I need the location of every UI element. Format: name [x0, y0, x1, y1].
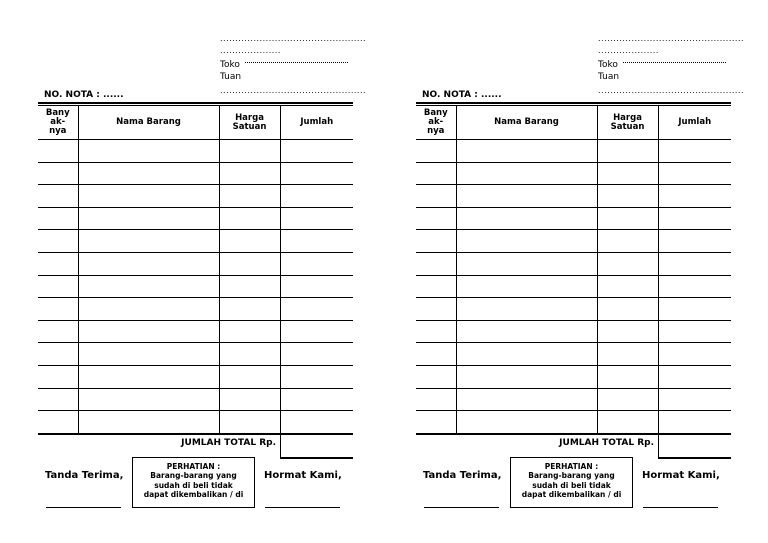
item-name-cell[interactable]	[456, 207, 597, 230]
total-row	[416, 433, 731, 459]
price-cell[interactable]	[597, 140, 658, 163]
item-name-cell[interactable]	[456, 298, 597, 321]
qty-cell[interactable]	[38, 365, 78, 388]
amount-cell[interactable]	[280, 343, 353, 366]
total-amount-field[interactable]	[658, 435, 731, 459]
qty-cell[interactable]	[416, 252, 456, 275]
price-cell[interactable]	[219, 365, 280, 388]
sender-signature-line[interactable]	[643, 507, 718, 508]
item-row	[38, 365, 353, 388]
item-name-cell[interactable]	[78, 343, 219, 366]
qty-cell[interactable]	[416, 320, 456, 343]
item-row	[38, 230, 353, 253]
amount-cell[interactable]	[658, 140, 731, 163]
amount-cell[interactable]	[280, 275, 353, 298]
amount-cell[interactable]	[280, 388, 353, 411]
item-row	[38, 207, 353, 230]
amount-cell[interactable]	[280, 185, 353, 208]
item-row	[416, 320, 731, 343]
qty-cell[interactable]	[38, 140, 78, 163]
amount-cell[interactable]	[658, 298, 731, 321]
amount-cell[interactable]	[658, 411, 731, 434]
amount-cell[interactable]	[658, 365, 731, 388]
item-row	[416, 275, 731, 298]
item-name-cell[interactable]	[78, 162, 219, 185]
item-name-cell[interactable]	[78, 207, 219, 230]
items-table	[38, 106, 353, 434]
amount-cell[interactable]	[658, 252, 731, 275]
amount-header: Jumlah	[280, 106, 353, 140]
price-header: Harga Satuan	[219, 106, 280, 140]
item-row	[416, 207, 731, 230]
price-cell[interactable]	[219, 207, 280, 230]
toko-line	[623, 62, 726, 63]
qty-cell[interactable]	[38, 252, 78, 275]
amount-cell[interactable]	[658, 320, 731, 343]
item-row	[416, 162, 731, 185]
amount-cell[interactable]	[280, 140, 353, 163]
amount-cell[interactable]	[280, 298, 353, 321]
price-cell[interactable]	[219, 411, 280, 434]
price-cell[interactable]	[597, 185, 658, 208]
item-row	[416, 140, 731, 163]
price-cell[interactable]	[219, 162, 280, 185]
price-cell[interactable]	[597, 230, 658, 253]
amount-cell[interactable]	[280, 207, 353, 230]
qty-cell[interactable]	[38, 230, 78, 253]
price-cell[interactable]	[219, 320, 280, 343]
sender-signature-line[interactable]	[265, 507, 340, 508]
amount-cell[interactable]	[280, 230, 353, 253]
notice-title: PERHATIAN :	[544, 462, 599, 471]
price-cell[interactable]	[219, 252, 280, 275]
amount-cell[interactable]	[280, 411, 353, 434]
item-row	[416, 343, 731, 366]
item-name-cell[interactable]	[456, 343, 597, 366]
item-row	[416, 388, 731, 411]
item-name-cell[interactable]	[456, 252, 597, 275]
item-row	[416, 252, 731, 275]
qty-cell[interactable]	[38, 162, 78, 185]
item-name-cell[interactable]	[78, 365, 219, 388]
qty-header: Bany ak- nya	[38, 106, 78, 140]
item-name-cell[interactable]	[456, 388, 597, 411]
item-name-cell[interactable]	[78, 185, 219, 208]
item-row	[38, 298, 353, 321]
item-name-cell[interactable]	[78, 320, 219, 343]
address-dots-3: ................................................	[598, 86, 745, 95]
qty-cell[interactable]	[416, 411, 456, 434]
price-cell[interactable]	[219, 275, 280, 298]
price-cell[interactable]	[219, 388, 280, 411]
sender-label: Hormat Kami,	[264, 470, 342, 481]
item-row	[38, 140, 353, 163]
price-cell[interactable]	[597, 411, 658, 434]
amount-cell[interactable]	[280, 252, 353, 275]
price-header: Harga Satuan	[597, 106, 658, 140]
notice-text: Barang-barang yang sudah di beli tidak dapat dikembalikan / di	[521, 471, 622, 499]
notice-title: PERHATIAN :	[166, 462, 221, 471]
header-double-rule	[38, 102, 353, 104]
qty-cell[interactable]	[416, 140, 456, 163]
item-name-cell[interactable]	[456, 162, 597, 185]
item-row	[38, 252, 353, 275]
qty-cell[interactable]	[38, 343, 78, 366]
notice-text: Barang-barang yang sudah di beli tidak dapat dikembalikan / di	[143, 471, 244, 499]
receiver-label: Tanda Terima,	[423, 470, 502, 481]
item-name-cell[interactable]	[78, 275, 219, 298]
item-name-cell[interactable]	[78, 298, 219, 321]
item-row	[416, 298, 731, 321]
total-row	[38, 433, 353, 459]
amount-cell[interactable]	[658, 185, 731, 208]
amount-cell[interactable]	[658, 230, 731, 253]
total-amount-field[interactable]	[280, 435, 353, 459]
item-name-cell[interactable]	[456, 275, 597, 298]
item-row	[38, 162, 353, 185]
qty-cell[interactable]	[416, 275, 456, 298]
qty-cell[interactable]	[38, 411, 78, 434]
item-name-cell[interactable]	[456, 140, 597, 163]
item-name-cell[interactable]	[78, 411, 219, 434]
qty-cell[interactable]	[416, 388, 456, 411]
items-table	[416, 106, 731, 434]
qty-cell[interactable]	[38, 388, 78, 411]
item-name-cell[interactable]	[78, 140, 219, 163]
total-label: JUMLAH TOTAL Rp.	[559, 438, 654, 448]
qty-cell[interactable]	[416, 365, 456, 388]
qty-cell[interactable]	[38, 207, 78, 230]
table-header-row	[38, 106, 353, 140]
item-row	[38, 411, 353, 434]
qty-cell[interactable]	[416, 185, 456, 208]
receiver-signature-line[interactable]	[46, 507, 121, 508]
address-dots-3: ................................................	[220, 86, 367, 95]
price-cell[interactable]	[597, 252, 658, 275]
tuan-label: Tuan	[220, 72, 242, 82]
qty-cell[interactable]	[416, 162, 456, 185]
total-label: JUMLAH TOTAL Rp.	[181, 438, 276, 448]
item-name-cell[interactable]	[456, 320, 597, 343]
item-name-cell[interactable]	[78, 230, 219, 253]
qty-cell[interactable]	[416, 298, 456, 321]
price-cell[interactable]	[597, 365, 658, 388]
amount-cell[interactable]	[280, 162, 353, 185]
address-dots-2: ....................	[220, 46, 281, 55]
item-row	[38, 343, 353, 366]
qty-cell[interactable]	[416, 343, 456, 366]
no-nota-label: NO. NOTA : ......	[44, 90, 124, 100]
amount-cell[interactable]	[658, 343, 731, 366]
nota-form-2	[416, 0, 745, 543]
qty-header: Bany ak- nya	[416, 106, 456, 140]
qty-cell[interactable]	[416, 230, 456, 253]
nota-form-1	[38, 0, 367, 543]
notice-box	[510, 457, 633, 508]
amount-cell[interactable]	[658, 162, 731, 185]
price-cell[interactable]	[597, 207, 658, 230]
sender-label: Hormat Kami,	[642, 470, 720, 481]
price-cell[interactable]	[597, 162, 658, 185]
item-row	[38, 275, 353, 298]
toko-label: Toko	[598, 60, 618, 70]
toko-line	[245, 62, 348, 63]
toko-label: Toko	[220, 60, 240, 70]
amount-cell[interactable]	[658, 207, 731, 230]
item-name-header: Nama Barang	[78, 106, 219, 140]
price-cell[interactable]	[219, 298, 280, 321]
no-nota-label: NO. NOTA : ......	[422, 90, 502, 100]
price-cell[interactable]	[219, 343, 280, 366]
amount-cell[interactable]	[280, 320, 353, 343]
qty-cell[interactable]	[416, 207, 456, 230]
item-row	[38, 185, 353, 208]
item-row	[38, 388, 353, 411]
item-row	[38, 320, 353, 343]
item-name-cell[interactable]	[456, 365, 597, 388]
item-name-cell[interactable]	[456, 185, 597, 208]
price-cell[interactable]	[219, 230, 280, 253]
item-row	[416, 230, 731, 253]
item-name-cell[interactable]	[78, 252, 219, 275]
item-name-cell[interactable]	[456, 411, 597, 434]
price-cell[interactable]	[597, 388, 658, 411]
item-name-header: Nama Barang	[456, 106, 597, 140]
address-dots-1: ................................................	[598, 34, 745, 43]
item-row	[416, 411, 731, 434]
address-dots-2: ....................	[598, 46, 659, 55]
amount-cell[interactable]	[280, 365, 353, 388]
qty-cell[interactable]	[38, 275, 78, 298]
item-row	[416, 185, 731, 208]
price-cell[interactable]	[597, 275, 658, 298]
header-double-rule	[416, 102, 731, 104]
price-cell[interactable]	[219, 140, 280, 163]
amount-header: Jumlah	[658, 106, 731, 140]
address-dots-1: ................................................	[220, 34, 367, 43]
amount-cell[interactable]	[658, 275, 731, 298]
qty-cell[interactable]	[38, 185, 78, 208]
item-row	[416, 365, 731, 388]
receiver-label: Tanda Terima,	[45, 470, 124, 481]
price-cell[interactable]	[219, 185, 280, 208]
table-header-row	[416, 106, 731, 140]
price-cell[interactable]	[597, 298, 658, 321]
price-cell[interactable]	[597, 320, 658, 343]
notice-box	[132, 457, 255, 508]
amount-cell[interactable]	[658, 388, 731, 411]
receiver-signature-line[interactable]	[424, 507, 499, 508]
item-name-cell[interactable]	[456, 230, 597, 253]
price-cell[interactable]	[597, 343, 658, 366]
tuan-label: Tuan	[598, 72, 620, 82]
qty-cell[interactable]	[38, 320, 78, 343]
qty-cell[interactable]	[38, 298, 78, 321]
item-name-cell[interactable]	[78, 388, 219, 411]
